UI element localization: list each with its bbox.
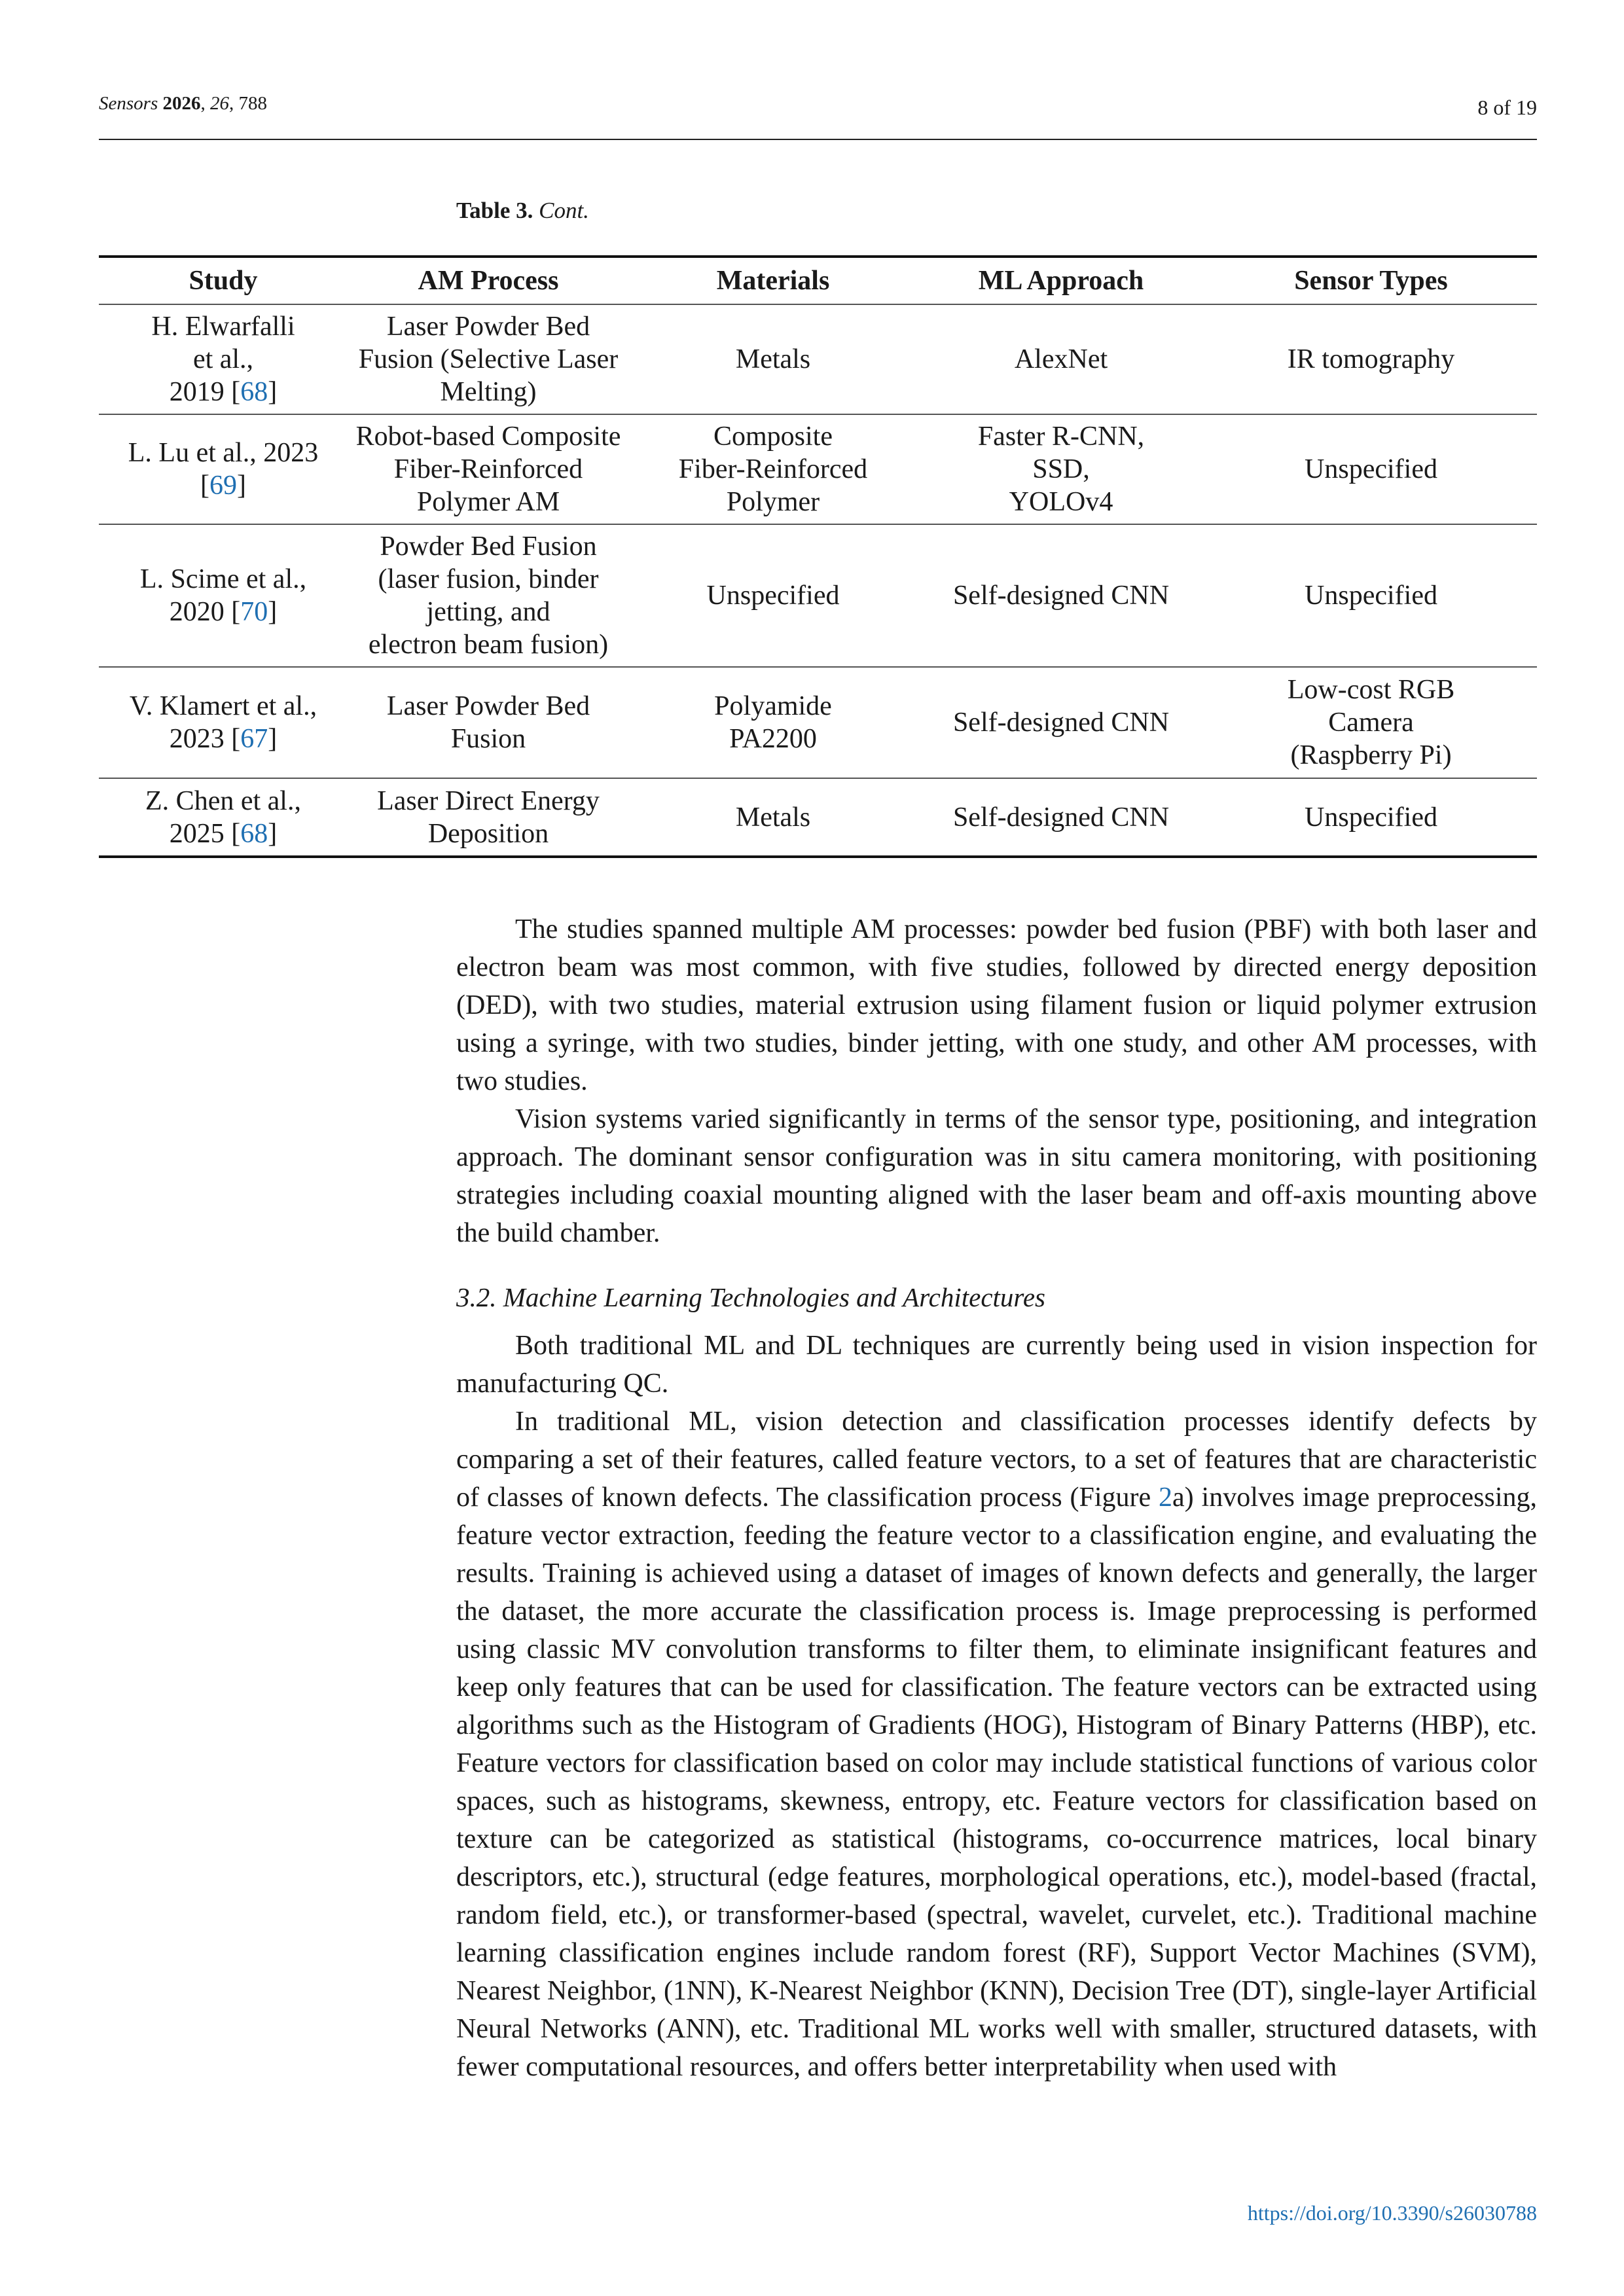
- cell-am-process: Powder Bed Fusion (laser fusion, binder jetting, and electron beam fusion): [368, 531, 609, 660]
- table-row: [99, 524, 1537, 667]
- cell-materials: Unspecified: [706, 581, 840, 611]
- cell-sensor-types: Unspecified: [1305, 802, 1437, 833]
- cell-ml-approach: Self-designed CNN: [952, 581, 1170, 611]
- cell-ml-approach: AlexNet: [1014, 344, 1108, 374]
- cell-am-process: Laser Direct Energy Deposition: [377, 785, 600, 849]
- table-caption-suffix: Cont.: [539, 198, 589, 223]
- cell-study: L. Lu et al., 2023 [69]: [128, 438, 319, 501]
- reference-link[interactable]: 68: [240, 377, 268, 407]
- cell-sensor-types: Low-cost RGB Camera (Raspberry Pi): [1287, 675, 1455, 770]
- cell-study: H. Elwarfalli et al., 2019 [68]: [151, 312, 295, 407]
- cell-ml-approach: Faster R-CNN, SSD, YOLOv4: [977, 422, 1145, 517]
- table-row: [99, 304, 1537, 414]
- table-header-row: [99, 257, 1537, 304]
- table-row: [99, 414, 1537, 524]
- cell-materials: Polyamide PA2200: [714, 691, 832, 754]
- paragraph-traditional-ml: In traditional ML, vision detection and classification processes identify defects by comparing a set of their features, called feature vectors, to a set of features that are characteristic of classes of known defects. The classification process (Figure 2a) involves image preprocessing, feature vector extraction, feeding the feature vector to a classification engine, and evaluating the results. Training is achieved using a dataset of images of known defects and generally, the larger the dataset, the more accurate the classification process is. Image preprocessing is performed using classic MV convolution transforms to filter them, to eliminate insignificant features and keep only features that can be used for classification. The feature vectors can be extracted using algorithms such as the Histogram of Gradients (HOG), Histogram of Binary Patterns (HBP), etc. Feature vectors for classification based on color may include statistical functions of various color spaces, such as histograms, skewness, entropy, etc. Feature vectors for classification based on texture can be categorized as statistical (histograms, co-occurrence matrices, local binary descriptors, etc.), structural (edge features, morphological operations, etc.), model-based (fractal, random field, etc.), or transformer-based (spectral, wavelet, curvelet, etc.). Traditional machine learning classification engines include random forest (RF), Support Vector Machines (SVM), Nearest Neighbor, (1NN), K-Nearest Neighbor (KNN), Decision Tree (DT), single-layer Artificial Neural Networks (ANN), etc. Traditional ML works well with smaller, structured datasets, with fewer computational resources, and offers better interpretability when used with: [456, 1407, 1537, 2082]
- cell-study: V. Klamert et al., 2023 [67]: [129, 691, 317, 754]
- cell-materials: Metals: [735, 344, 811, 374]
- header-study: Study: [189, 266, 258, 296]
- reference-link[interactable]: 68: [240, 818, 268, 849]
- paragraph-vision-systems: Vision systems varied significantly in terms of the sensor type, positioning, and integration approach. The dominant sensor configuration was in situ camera monitoring, with positioning strategies including coaxial mounting aligned with the laser beam and off-axis mounting above the build chamber.: [456, 1104, 1537, 1248]
- figure-link[interactable]: 2: [1159, 1482, 1173, 1513]
- journal-year: 2026: [162, 93, 201, 114]
- table-row: [99, 778, 1537, 857]
- cell-study: Z. Chen et al., 2025 [68]: [145, 785, 301, 849]
- section-heading: 3.2. Machine Learning Technologies and Architectures: [456, 1282, 1045, 1312]
- article-number: 788: [238, 93, 267, 114]
- cell-study: L. Scime et al., 2020 [70]: [139, 564, 307, 627]
- paragraph-am-processes: The studies spanned multiple AM processes: powder bed fusion (PBF) with both laser and electron beam was most common, with five studies, followed by directed energy deposition (DED), with two studies, material extrusion using filament fusion or liquid polymer extrusion using a syringe, with two studies, binder jetting, with one study, and other AM processes, with two studies.: [456, 914, 1537, 1096]
- page-number: 8 of 19: [1477, 96, 1537, 119]
- cell-sensor-types: IR tomography: [1287, 344, 1455, 374]
- header-am-process: AM Process: [418, 266, 559, 296]
- doi-link[interactable]: https://doi.org/10.3390/s26030788: [1247, 2201, 1537, 2225]
- journal-volume: 26: [209, 93, 229, 114]
- cell-materials: Metals: [735, 802, 811, 833]
- journal-name: Sensors: [99, 93, 158, 114]
- table-label: Table 3.: [456, 198, 533, 223]
- cell-ml-approach: Self-designed CNN: [952, 708, 1170, 738]
- table-row: [99, 667, 1537, 778]
- cell-am-process: Laser Powder Bed Fusion (Selective Laser Melting): [358, 312, 619, 407]
- cell-materials: Composite Fiber-Reinforced Polymer: [678, 422, 868, 517]
- cell-am-process: Laser Powder Bed Fusion: [386, 691, 590, 754]
- cell-am-process: Robot-based Composite Fiber-Reinforced Polymer AM: [355, 422, 621, 517]
- reference-link[interactable]: 67: [240, 724, 268, 754]
- header-materials: Materials: [716, 266, 830, 296]
- header-sensor-types: Sensor Types: [1294, 266, 1448, 296]
- cell-sensor-types: Unspecified: [1305, 581, 1437, 611]
- header-ml-approach: ML Approach: [978, 266, 1144, 296]
- cell-ml-approach: Self-designed CNN: [952, 802, 1170, 833]
- header-rule: [99, 139, 1537, 140]
- reference-link[interactable]: 70: [240, 597, 268, 627]
- table-caption: [456, 198, 589, 224]
- cell-sensor-types: Unspecified: [1305, 454, 1437, 484]
- paragraph-ml-dl: Both traditional ML and DL techniques are currently being used in vision inspection for manufacturing QC.: [456, 1331, 1537, 1399]
- running-header: Sensors 2026, 26, 788: [99, 93, 267, 114]
- table-3: [99, 255, 1537, 858]
- reference-link[interactable]: 69: [209, 471, 237, 501]
